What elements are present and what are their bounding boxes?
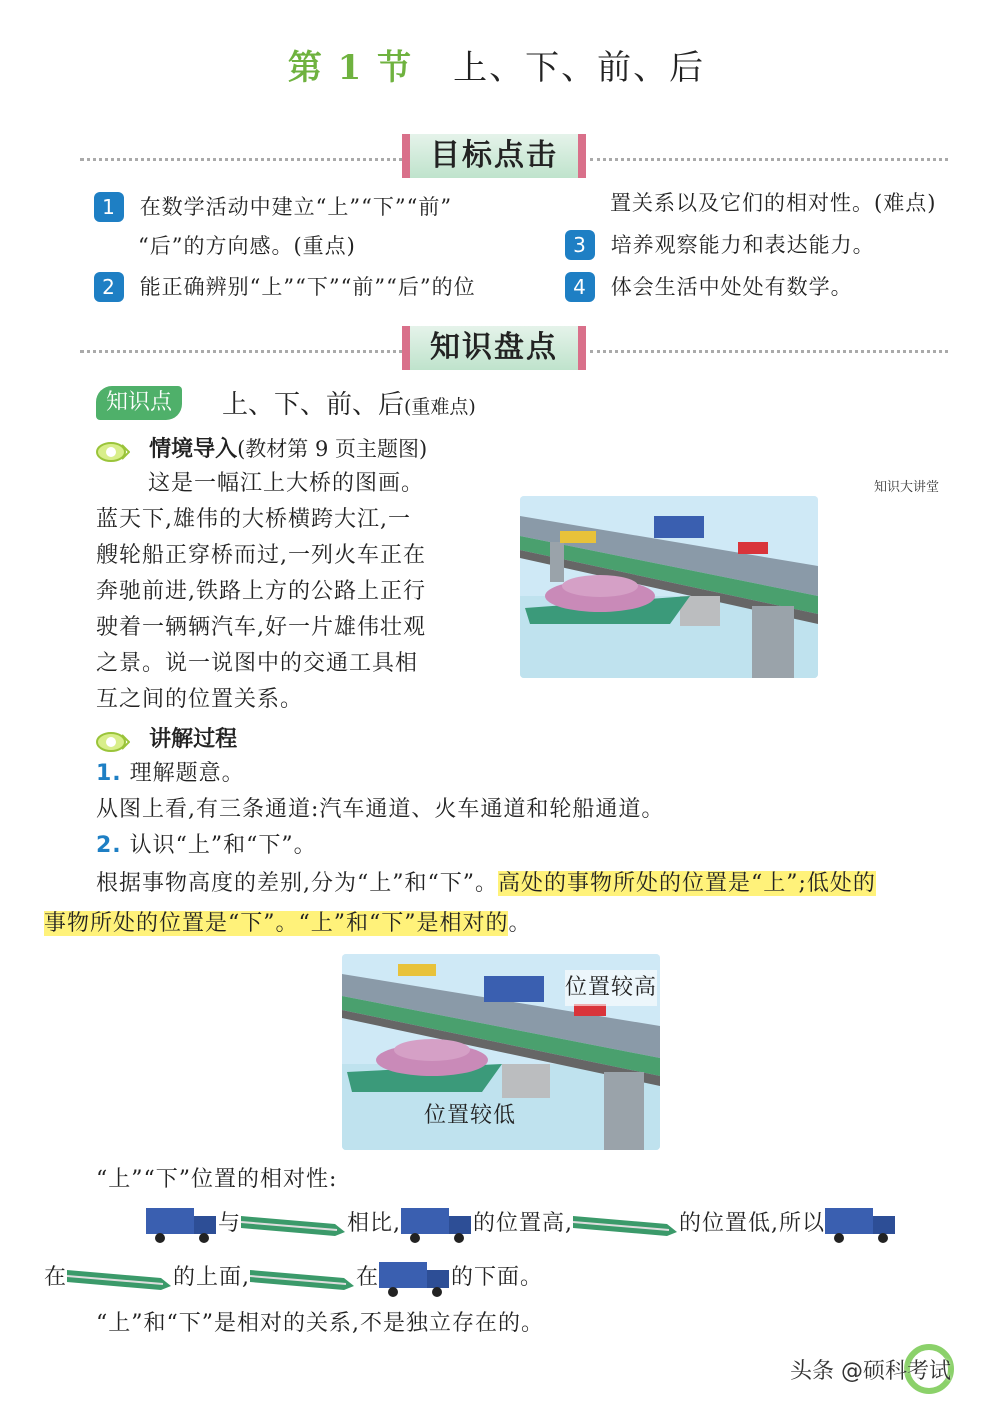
eye-icon xyxy=(96,731,130,753)
truck-icon xyxy=(825,1204,897,1244)
train-icon xyxy=(241,1206,347,1242)
relativity-line-2 xyxy=(44,1258,543,1298)
explain-heading xyxy=(96,722,237,753)
intro-line: 驶着一辆辆汽车,好一片雄伟壮观 xyxy=(96,615,426,640)
bridge-scene-image xyxy=(520,496,818,678)
intro-line: 之景。说一说图中的交通工具相 xyxy=(96,651,419,676)
goal-number: 3 xyxy=(565,230,595,260)
label-low: 位置较低 xyxy=(424,1103,517,1128)
eye-icon xyxy=(96,441,130,463)
goal-text: 培养观察能力和表达能力。 xyxy=(610,233,875,257)
side-note: 知识大讲堂 xyxy=(874,480,940,495)
step-number: 1. xyxy=(96,761,122,786)
step-title: 认识“上”和“下”。 xyxy=(129,833,317,858)
step-title: 理解题意。 xyxy=(129,761,245,786)
intro-note: (教材第 9 页主题图) xyxy=(237,437,428,461)
para-line-1 xyxy=(96,866,876,902)
conclusion: “上”和“下”是相对的关系,不是独立存在的。 xyxy=(96,1311,544,1336)
para-text: 。 xyxy=(508,911,532,936)
word: 的下面。 xyxy=(451,1265,544,1290)
word: 的位置低,所以 xyxy=(679,1211,826,1236)
divider xyxy=(590,350,948,353)
goal-number: 4 xyxy=(565,272,595,302)
goal-text: 能正确辨别“上”“下”“前”“后”的位 xyxy=(139,275,476,299)
label-high: 位置较高 xyxy=(565,970,657,1006)
knowledge-banner: 知识盘点 xyxy=(402,326,586,370)
para-line-2 xyxy=(44,906,532,942)
relativity-line-1 xyxy=(146,1204,966,1244)
knowledge-tag: 知识点 xyxy=(96,386,182,420)
intro-line: 互之间的位置关系。 xyxy=(96,687,304,712)
truck-icon xyxy=(379,1258,451,1298)
goal-number: 2 xyxy=(94,272,124,302)
section-number: 第 1 节 xyxy=(287,48,414,88)
word: 的上面, xyxy=(173,1265,251,1290)
train-icon xyxy=(250,1260,356,1296)
intro-title: 情境导入 xyxy=(149,437,238,462)
intro-line: 蓝天下,雄伟的大桥横跨大江,一 xyxy=(96,507,411,532)
heading-text: 上、下、前、后 xyxy=(222,390,405,420)
heading-note: (重难点) xyxy=(404,396,476,418)
watermark: 头条 @硕科考试 xyxy=(790,1359,951,1384)
train-icon xyxy=(67,1260,173,1296)
intro-heading xyxy=(96,432,427,463)
goal-item-2-cont: 置关系以及它们的相对性。(难点) xyxy=(610,191,937,215)
goal-item-3 xyxy=(565,230,875,260)
knowledge-heading xyxy=(222,384,476,421)
word: 在 xyxy=(356,1265,380,1290)
goal-item-1 xyxy=(94,192,514,222)
goal-item-2 xyxy=(94,272,514,302)
para-highlight: 事物所处的位置是“下”。“上”和“下”是相对的 xyxy=(44,911,509,936)
word: 在 xyxy=(44,1265,68,1290)
divider xyxy=(80,158,410,161)
page-title xyxy=(0,40,993,89)
relativity-title: “上”“下”位置的相对性: xyxy=(96,1167,338,1192)
step-2 xyxy=(96,828,317,864)
step-number: 2. xyxy=(96,833,122,858)
explain-title: 讲解过程 xyxy=(149,727,238,752)
divider xyxy=(590,158,948,161)
truck-icon xyxy=(401,1204,473,1244)
train-icon xyxy=(573,1206,679,1242)
section-title: 上、下、前、后 xyxy=(453,48,706,88)
goals-banner: 目标点击 xyxy=(402,134,586,178)
goal-item-4 xyxy=(565,272,853,302)
intro-paragraph xyxy=(96,466,496,718)
para-text: 根据事物高度的差别,分为“上”和“下”。 xyxy=(96,871,498,896)
word: 相比, xyxy=(347,1211,402,1236)
intro-line: 奔驰前进,铁路上方的公路上正行 xyxy=(96,579,426,604)
bridge-illustration xyxy=(520,496,818,678)
para-highlight: 高处的事物所处的位置是“上”;低处的 xyxy=(497,871,876,896)
word: 的位置高, xyxy=(473,1211,574,1236)
goal-text: 体会生活中处处有数学。 xyxy=(610,275,853,299)
intro-line: 艘轮船正穿桥而过,一列火车正在 xyxy=(96,543,426,568)
divider xyxy=(80,350,410,353)
step-1 xyxy=(96,756,245,792)
step-1-text: 从图上看,有三条通道:汽车通道、火车通道和轮船通道。 xyxy=(96,797,665,822)
word: 与 xyxy=(218,1211,242,1236)
goal-number: 1 xyxy=(94,192,124,222)
truck-icon xyxy=(146,1204,218,1244)
goal-text: 在数学活动中建立“上”“下”“前” xyxy=(139,195,453,219)
goal-item-1-cont: “后”的方向感。(重点) xyxy=(138,234,356,258)
intro-line: 这是一幅江上大桥的图画。 xyxy=(148,471,425,496)
